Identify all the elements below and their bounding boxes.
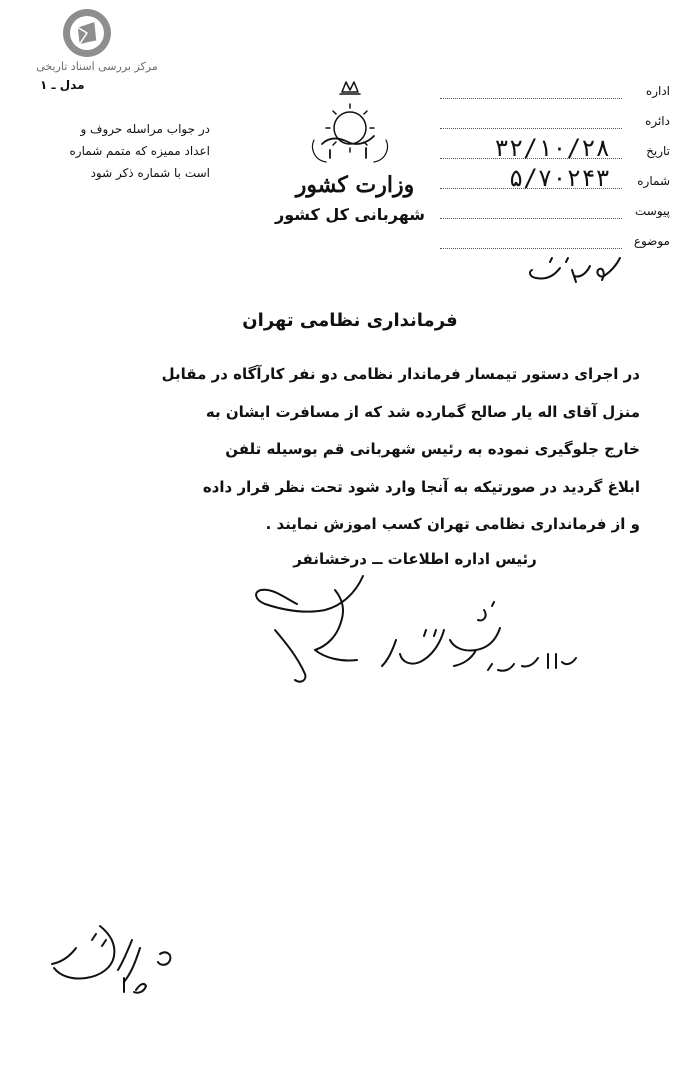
lion-and-sun-emblem xyxy=(300,78,400,168)
meta-fields xyxy=(440,78,670,258)
body-line: منزل آقای اله یار صالح گمارده شد که از مسافرت ایشان به xyxy=(205,402,640,421)
reply-note xyxy=(60,118,210,184)
reply-note-line: است با شماره ذکر شود xyxy=(90,166,210,180)
body-line: ابلاغ گردید در صورتیکه به آنجا وارد شود تحت نظر قرار داده xyxy=(202,477,640,496)
archive-name: مرکز بررسی اسناد تاریخی xyxy=(36,60,158,73)
meta-row-number xyxy=(440,164,670,198)
meta-label: شماره xyxy=(637,174,670,188)
meta-dotted-line xyxy=(440,128,622,129)
handwritten-bottom-note xyxy=(40,920,200,1000)
archive-emblem-icon xyxy=(42,6,132,60)
letter-body xyxy=(80,356,640,544)
meta-label: پیوست xyxy=(635,204,670,218)
body-line: در اجرای دستور تیمسار فرماندار نظامی دو نفر کارآگاه در مقابل xyxy=(161,365,640,383)
ministry-title: وزارت کشور xyxy=(295,172,415,198)
meta-label: اداره xyxy=(645,84,670,98)
handwritten-classification-scribble xyxy=(520,252,630,292)
handwritten-signature xyxy=(245,570,375,690)
archive-logo xyxy=(22,6,158,76)
reply-note-line: اعداد ممیزه که متمم شماره xyxy=(69,144,210,158)
police-hq-title: شهربانی کل کشور xyxy=(274,205,425,224)
date-value: ۳۲/۱۰/۲۸ xyxy=(494,134,610,162)
body-line: و از فرمانداری نظامی تهران کسب اموزش نمایند . xyxy=(265,515,640,533)
signatory-line: رئیس اداره اطلاعات ــ درخشانفر xyxy=(293,550,537,568)
handwritten-margin-note xyxy=(380,600,600,700)
number-value: ۵/۷۰۲۴۳ xyxy=(508,164,610,192)
meta-dotted-line xyxy=(440,98,622,99)
meta-dotted-line xyxy=(440,248,622,249)
meta-dotted-line xyxy=(440,218,622,219)
meta-label: تاریخ xyxy=(646,144,670,158)
recipient-line: فرمانداری نظامی تهران xyxy=(242,310,458,331)
meta-row-office xyxy=(440,78,670,108)
reply-note-line: در جواب مراسله حروف و xyxy=(80,122,210,136)
meta-row-attachment xyxy=(440,198,670,228)
meta-label: دائره xyxy=(645,114,670,128)
form-number: مدل ـ ۱ xyxy=(40,78,85,92)
body-line: خارج جلوگیری نموده به رئیس شهربانی قم بوسیله تلفن xyxy=(225,440,640,458)
lion-and-sun-icon xyxy=(300,78,400,168)
meta-label: موضوع xyxy=(633,234,670,248)
